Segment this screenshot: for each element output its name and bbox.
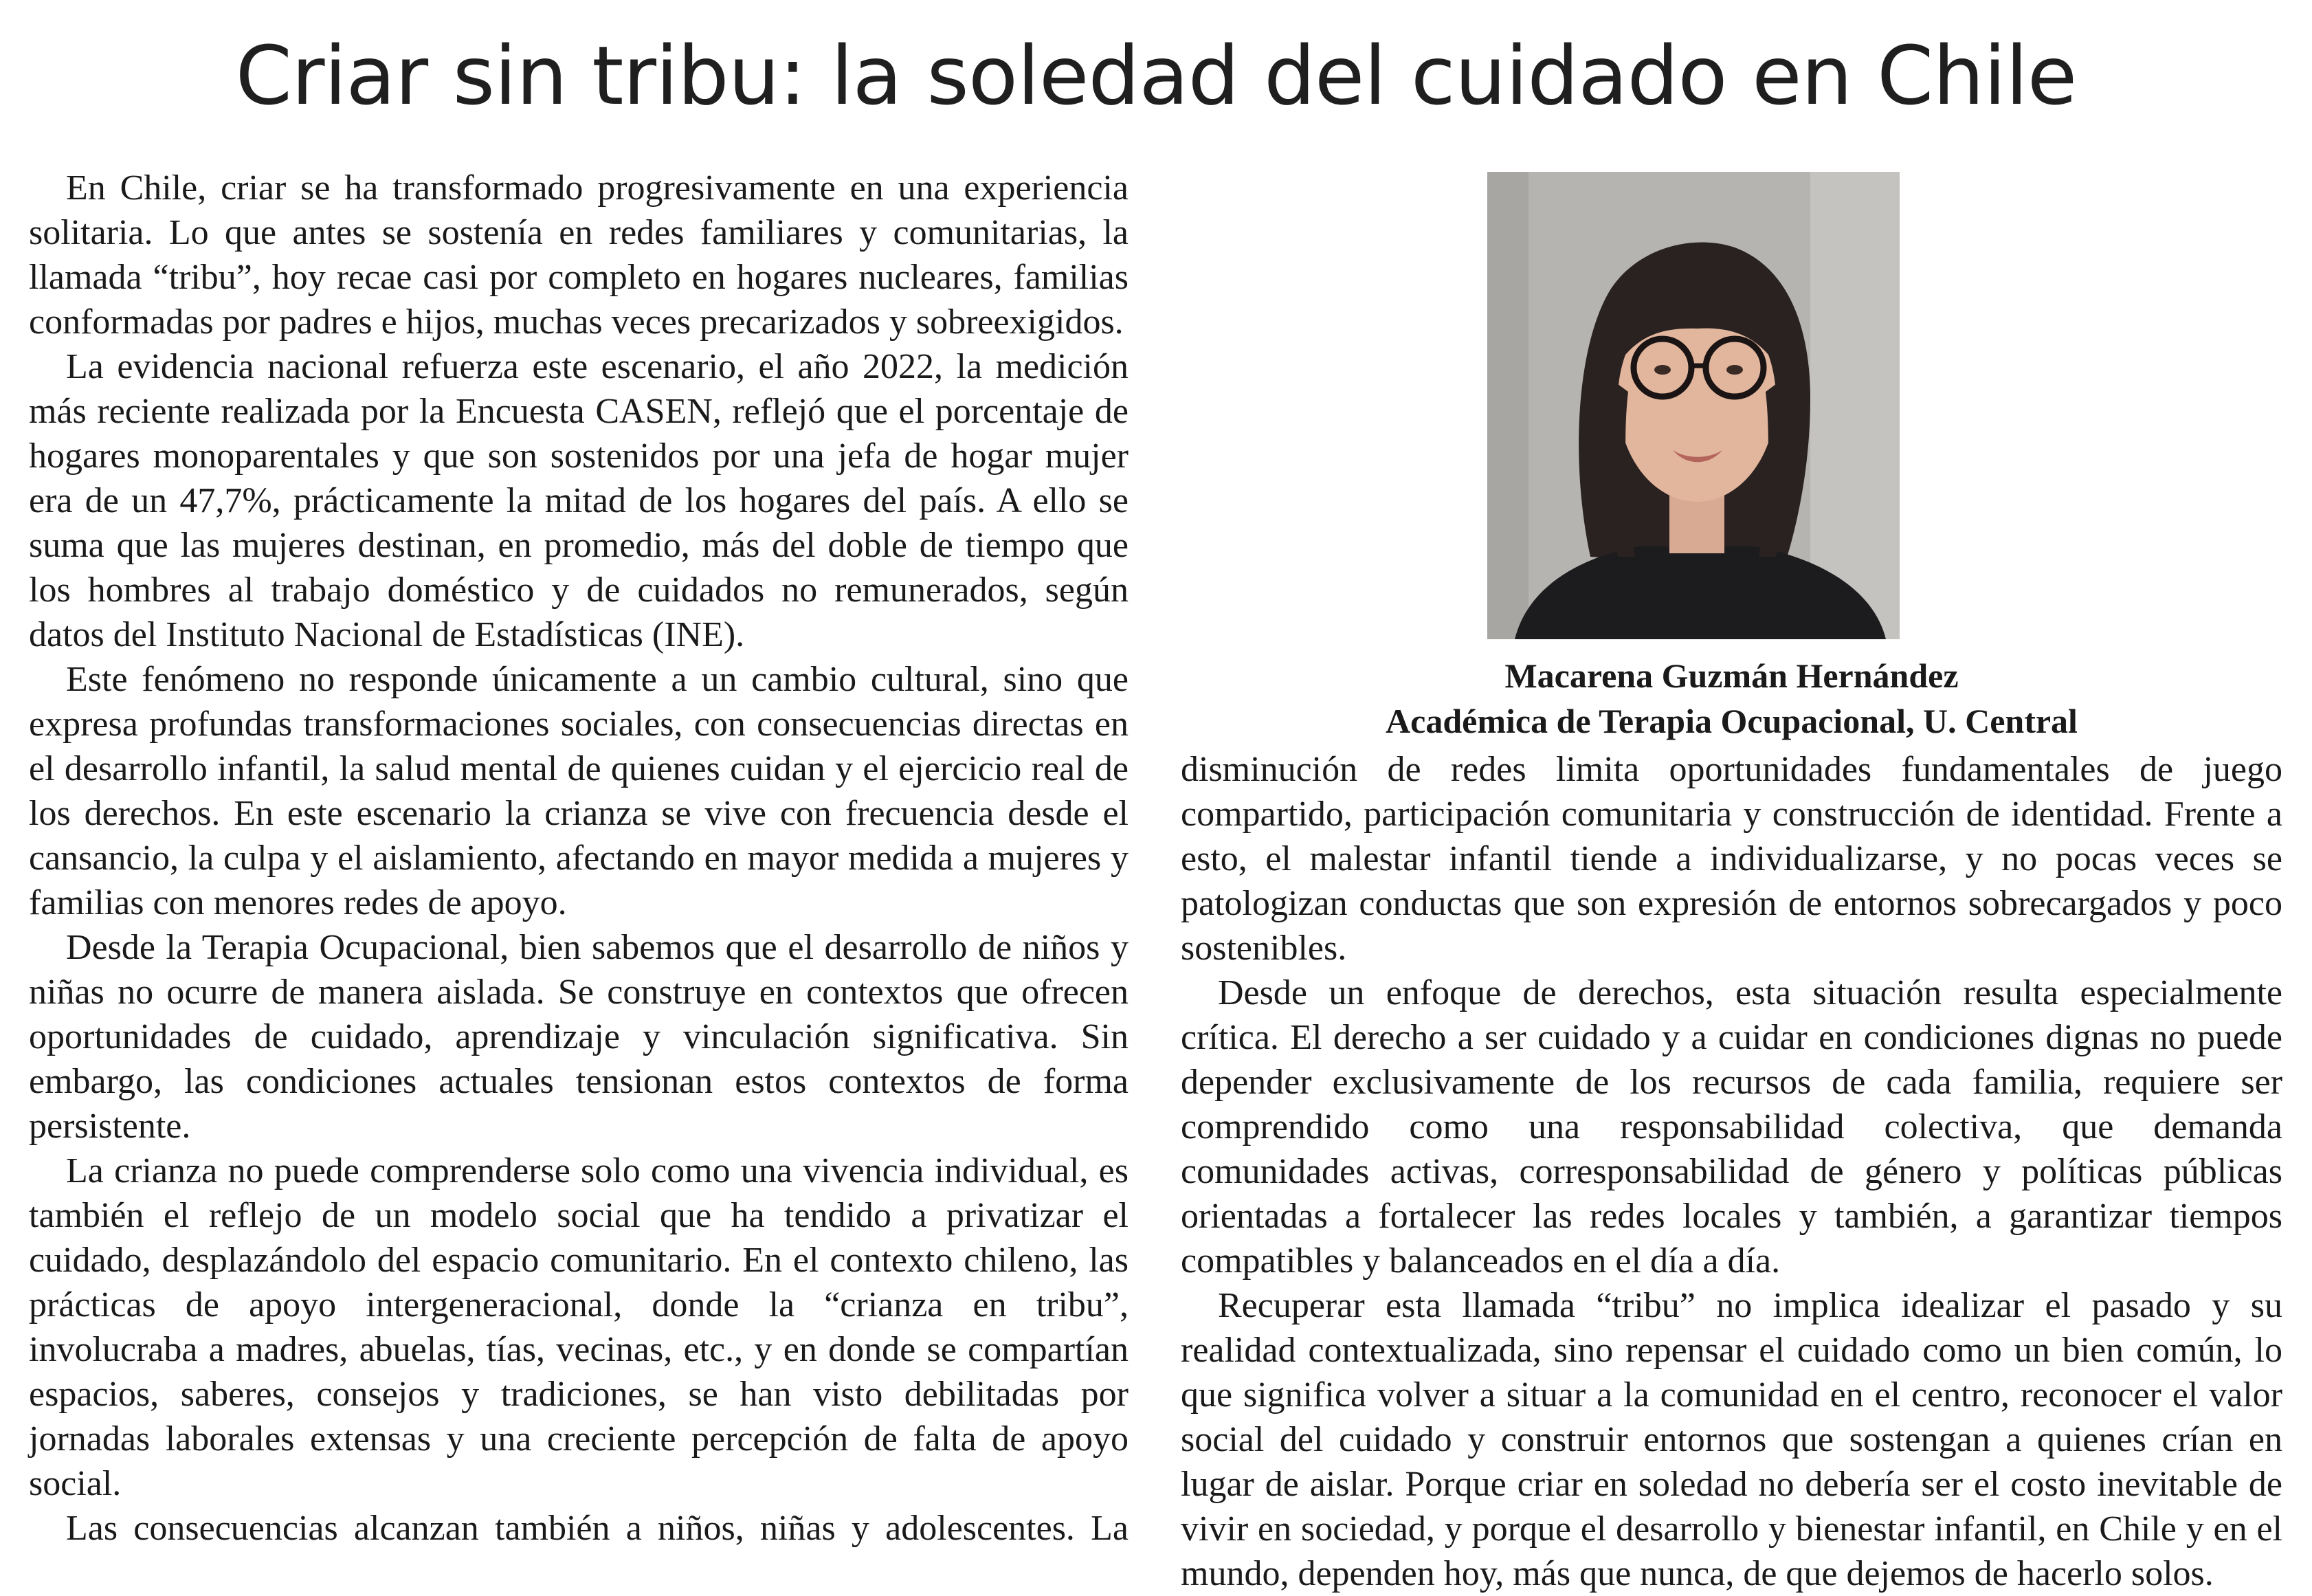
paragraph: Desde un enfoque de derechos, esta situación resulta especialmente crítica. El derecho a ser cuidado y a cuidar en condiciones dignas no puede depender exclusivamente de los recursos de cada familia, requiere ser comprendido como una responsabilidad colectiva, que demanda comunidades activas, corresponsabilidad de género y políticas públicas orientadas a fortalecer las redes locales y también, a garantizar tiempos compatibles y balanceados en el día a día. — [1181, 973, 2282, 1281]
paragraph: Recuperar esta llamada “tribu” no implica idealizar el pasado y su realidad contextualizada, sino repensar el cuidado como un bien común, lo que significa volver a situar a la comunidad en el centro, reconocer el valor social del cuidado y construir entornos que sostengan a quienes crían en lugar de aislar. Porque criar en soledad no debería ser el costo inevitable de vivir en sociedad, y porque el desarrollo y bienestar infantil, en Chile y en el mundo, dependen hoy, más que nunca, de que dejemos de hacerlo solos. — [1181, 1286, 2282, 1593]
headline: Criar sin tribu: la soledad del cuidado en Chile — [235, 28, 2077, 123]
portrait-illustration — [1487, 172, 1900, 639]
paragraph-continuation: disminución de redes limita oportunidades fundamentales de juego compartido, participación comunitaria y construcción de identidad. Frente a esto, el malestar infantil tiende a individualizarse, y no pocas veces se patologizan conductas que son expresión de entornos sobrecargados y poco sostenibles. — [1181, 750, 2282, 968]
paragraph: Las consecuencias alcanzan también a niños, niñas y adolescentes. La — [66, 1509, 1129, 1548]
right-column — [1181, 747, 2282, 1596]
paragraph: Desde la Terapia Ocupacional, bien sabemos que el desarrollo de niños y niñas no ocurre de manera aislada. Se construye en contextos que ofrecen oportunidades de cuidado, aprendizaje y vinculación significativa. Sin embargo, las condiciones actuales tensionan estos contextos de forma persistente. — [29, 928, 1129, 1146]
left-column — [29, 166, 1129, 1551]
author-name: Macarena Guzmán Hernández — [1504, 656, 1959, 695]
author-portrait-photo — [1487, 172, 1900, 639]
paragraph: La crianza no puede comprenderse solo como una vivencia individual, es también el reflejo de un modelo social que ha tendido a privatizar el cuidado, desplazándolo del espacio comunitario. En el contexto chileno, las prácticas de apoyo intergeneracional, donde la “crianza en tribu”, involucraba a madres, abuelas, tías, vecinas, etc., y en donde se compartían espacios, saberes, consejos y tradiciones, se han visto debilitadas por jornadas laborales extensas y una creciente percepción de falta de apoyo social. — [29, 1151, 1129, 1503]
paragraph: La evidencia nacional refuerza este escenario, el año 2022, la medición más reciente realizada por la Encuesta CASEN, reflejó que el porcentaje de hogares monoparentales y que son sostenidos por una jefa de hogar mujer era de un 47,7%, prácticamente la mitad de los hogares del país. A ello se suma que las mujeres destinan, en promedio, más del doble de tiempo que los hombres al trabajo doméstico y de cuidados no remunerados, según datos del Instituto Nacional de Estadísticas (INE). — [29, 347, 1129, 654]
paragraph: Este fenómeno no responde únicamente a un cambio cultural, sino que expresa profundas transformaciones sociales, con consecuencias directas en el desarrollo infantil, la salud mental de quienes cuidan y el ejercicio real de los derechos. En este escenario la crianza se vive con frecuencia desde el cansancio, la culpa y el aislamiento, afectando en mayor medida a mujeres y familias con menores redes de apoyo. — [29, 660, 1129, 922]
paragraph: En Chile, criar se ha transformado progresivamente en una experiencia solitaria. Lo que antes se sostenía en redes familiares y comunitarias, la llamada “tribu”, hoy recae casi por completo en hogares nucleares, familias conformadas por padres e hijos, muchas veces precarizados y sobreexigidos. — [29, 168, 1129, 342]
author-role: Académica de Terapia Ocupacional, U. Central — [1386, 702, 2078, 740]
